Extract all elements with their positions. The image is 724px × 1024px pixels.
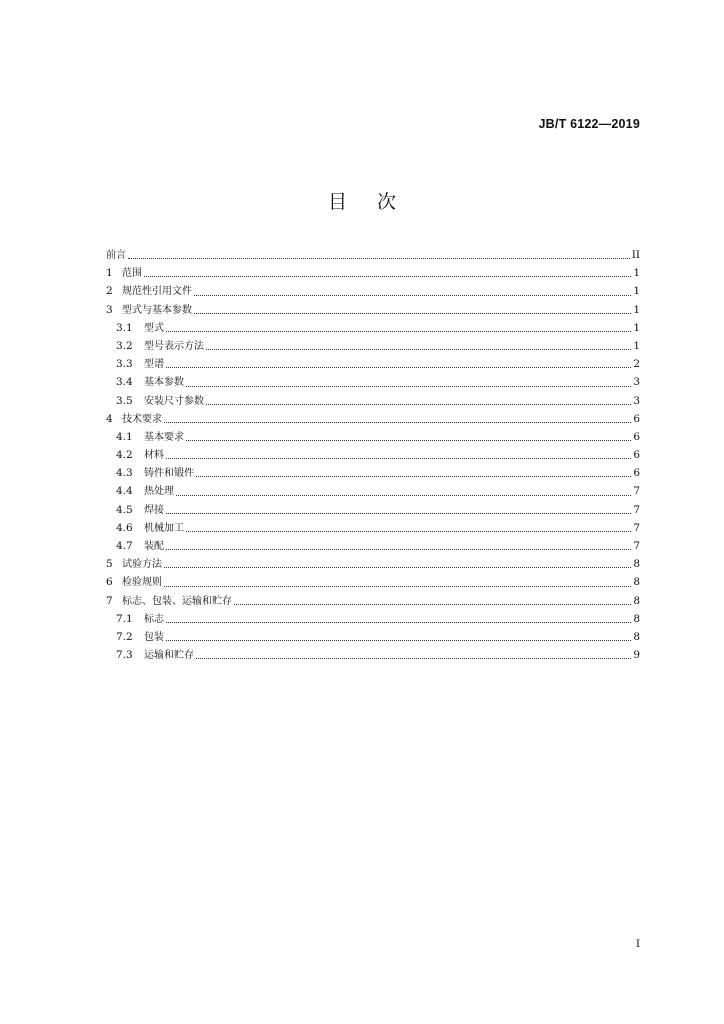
toc-entry[interactable] xyxy=(106,246,640,264)
toc-entry-page: 1 xyxy=(633,321,640,334)
toc-entry-number: 3.2 xyxy=(116,339,133,352)
toc-dot-leader xyxy=(166,367,631,368)
toc-entry[interactable] xyxy=(106,501,640,519)
toc-entry-label: 标志 xyxy=(144,613,164,625)
toc-entry-number: 7.1 xyxy=(116,612,133,625)
toc-entry[interactable] xyxy=(106,592,640,610)
toc-entry-page: 3 xyxy=(633,394,640,407)
toc-entry-number: 4.1 xyxy=(116,430,133,443)
toc-entry[interactable] xyxy=(106,392,640,410)
toc-entry-page: 1 xyxy=(633,339,640,352)
toc-dot-leader xyxy=(166,640,631,641)
toc-entry-number: 4.6 xyxy=(116,521,133,534)
toc-entry-number: 3.4 xyxy=(116,376,133,389)
toc-entry-page: 6 xyxy=(633,467,640,480)
toc-entry[interactable] xyxy=(106,428,640,446)
toc-entry-number: 3.5 xyxy=(116,394,133,407)
toc-entry-label: 型号表示方法 xyxy=(144,340,204,352)
toc-entry[interactable] xyxy=(106,573,640,591)
toc-entry-label: 材料 xyxy=(144,450,164,462)
toc-entry-number: 4.5 xyxy=(116,503,133,516)
toc-entry[interactable] xyxy=(106,519,640,537)
toc-entry-page: 7 xyxy=(633,521,640,534)
toc-dot-leader xyxy=(186,386,631,387)
toc-entry[interactable] xyxy=(106,373,640,391)
toc-dot-leader xyxy=(164,586,631,587)
toc-entry-number: 3.3 xyxy=(116,358,133,371)
toc-entry-page: 8 xyxy=(633,576,640,589)
toc-dot-leader xyxy=(234,604,631,605)
toc-entry-label: 范围 xyxy=(122,268,142,280)
toc-dot-leader xyxy=(194,295,631,296)
toc-entry-label: 规范性引用文件 xyxy=(122,286,192,298)
toc-entry-label: 检验规则 xyxy=(122,577,162,589)
toc-dot-leader xyxy=(176,495,631,496)
toc-entry-number: 3 xyxy=(106,303,113,316)
title-char-left: 目 xyxy=(327,191,347,213)
toc-entry-label: 型谱 xyxy=(144,359,164,371)
page-title xyxy=(0,187,724,214)
toc-entry-page: 6 xyxy=(633,412,640,425)
toc-dot-leader xyxy=(196,476,631,477)
toc-entry-page: 8 xyxy=(633,612,640,625)
toc-entry-page: 8 xyxy=(633,558,640,571)
toc-entry-page: 2 xyxy=(633,358,640,371)
toc-entry[interactable] xyxy=(106,628,640,646)
toc-entry-number: 7.3 xyxy=(116,649,133,662)
toc-entry-page: 8 xyxy=(633,630,640,643)
toc-entry-page: II xyxy=(631,249,640,261)
toc-dot-leader xyxy=(196,658,631,659)
toc-entry-label: 型式 xyxy=(144,322,164,334)
toc-dot-leader xyxy=(128,258,630,259)
toc-entry-label: 焊接 xyxy=(144,504,164,516)
toc-entry[interactable] xyxy=(106,446,640,464)
toc-entry-label: 安装尺寸参数 xyxy=(144,395,204,407)
toc-entry-number: 6 xyxy=(106,576,113,589)
toc-entry-number: 5 xyxy=(106,558,113,571)
toc-entry-number: 1 xyxy=(106,267,113,280)
toc-entry-number: 4 xyxy=(106,412,113,425)
toc-entry[interactable] xyxy=(106,282,640,300)
toc-dot-leader xyxy=(166,622,631,623)
toc-entry-label: 基本要求 xyxy=(144,431,184,443)
toc-dot-leader xyxy=(194,313,631,314)
toc-dot-leader xyxy=(166,331,631,332)
toc-entry[interactable] xyxy=(106,537,640,555)
page-number: I xyxy=(635,938,640,950)
toc-entry-number: 7.2 xyxy=(116,630,133,643)
toc-entry[interactable] xyxy=(106,464,640,482)
toc-entry-label: 包装 xyxy=(144,631,164,643)
toc-entry-page: 1 xyxy=(633,267,640,280)
toc-dot-leader xyxy=(186,531,631,532)
toc-dot-leader xyxy=(206,404,631,405)
toc-entry[interactable] xyxy=(106,301,640,319)
toc-entry-number: 7 xyxy=(106,594,113,607)
toc-entry-page: 6 xyxy=(633,430,640,443)
toc-entry[interactable] xyxy=(106,482,640,500)
toc-entry-number: 4.7 xyxy=(116,540,133,552)
toc-entry-number: 3.1 xyxy=(116,321,133,334)
toc-entry-number: 2 xyxy=(106,285,113,298)
toc-entry-label: 型式与基本参数 xyxy=(122,304,192,316)
toc-entry-page: 7 xyxy=(633,485,640,498)
toc-entry-label: 热处理 xyxy=(144,486,174,498)
toc-entry[interactable] xyxy=(106,610,640,628)
toc-entry-label: 装配 xyxy=(144,541,164,552)
toc-entry-label: 基本参数 xyxy=(144,377,184,389)
toc-entry-number: 4.3 xyxy=(116,467,133,480)
table-of-contents xyxy=(106,246,640,664)
toc-entry-page: 7 xyxy=(633,540,640,552)
toc-entry-page: 1 xyxy=(633,285,640,298)
toc-entry[interactable] xyxy=(106,337,640,355)
toc-entry-label: 标志、包装、运输和贮存 xyxy=(122,595,232,607)
toc-entry-page: 3 xyxy=(633,376,640,389)
title-char-right: 次 xyxy=(377,191,397,213)
document-code: JB/T 6122—2019 xyxy=(538,117,640,131)
toc-entry-page: 6 xyxy=(633,449,640,462)
toc-entry-page: 1 xyxy=(633,303,640,316)
toc-entry-page: 7 xyxy=(633,503,640,516)
toc-dot-leader xyxy=(166,549,631,550)
toc-entry-number: 4.2 xyxy=(116,449,133,462)
toc-entry[interactable] xyxy=(106,355,640,373)
toc-entry-label: 前言 xyxy=(106,250,126,261)
toc-entry-label: 运输和贮存 xyxy=(144,650,194,662)
toc-entry[interactable] xyxy=(106,410,640,428)
toc-entry[interactable] xyxy=(106,319,640,337)
toc-dot-leader xyxy=(206,349,631,350)
toc-dot-leader xyxy=(164,567,631,568)
toc-entry-label: 技术要求 xyxy=(122,413,162,425)
toc-entry-label: 试验方法 xyxy=(122,559,162,571)
toc-dot-leader xyxy=(144,276,631,277)
toc-dot-leader xyxy=(186,440,631,441)
toc-entry-page: 9 xyxy=(633,649,640,662)
toc-entry-label: 铸件和锻件 xyxy=(144,468,194,480)
toc-dot-leader xyxy=(164,422,631,423)
toc-entry-page: 8 xyxy=(633,594,640,607)
toc-entry[interactable] xyxy=(106,646,640,664)
toc-entry[interactable] xyxy=(106,264,640,282)
toc-dot-leader xyxy=(166,458,631,459)
toc-dot-leader xyxy=(166,513,631,514)
toc-entry-number: 4.4 xyxy=(116,485,133,498)
toc-entry-label: 机械加工 xyxy=(144,522,184,534)
toc-entry[interactable] xyxy=(106,555,640,573)
